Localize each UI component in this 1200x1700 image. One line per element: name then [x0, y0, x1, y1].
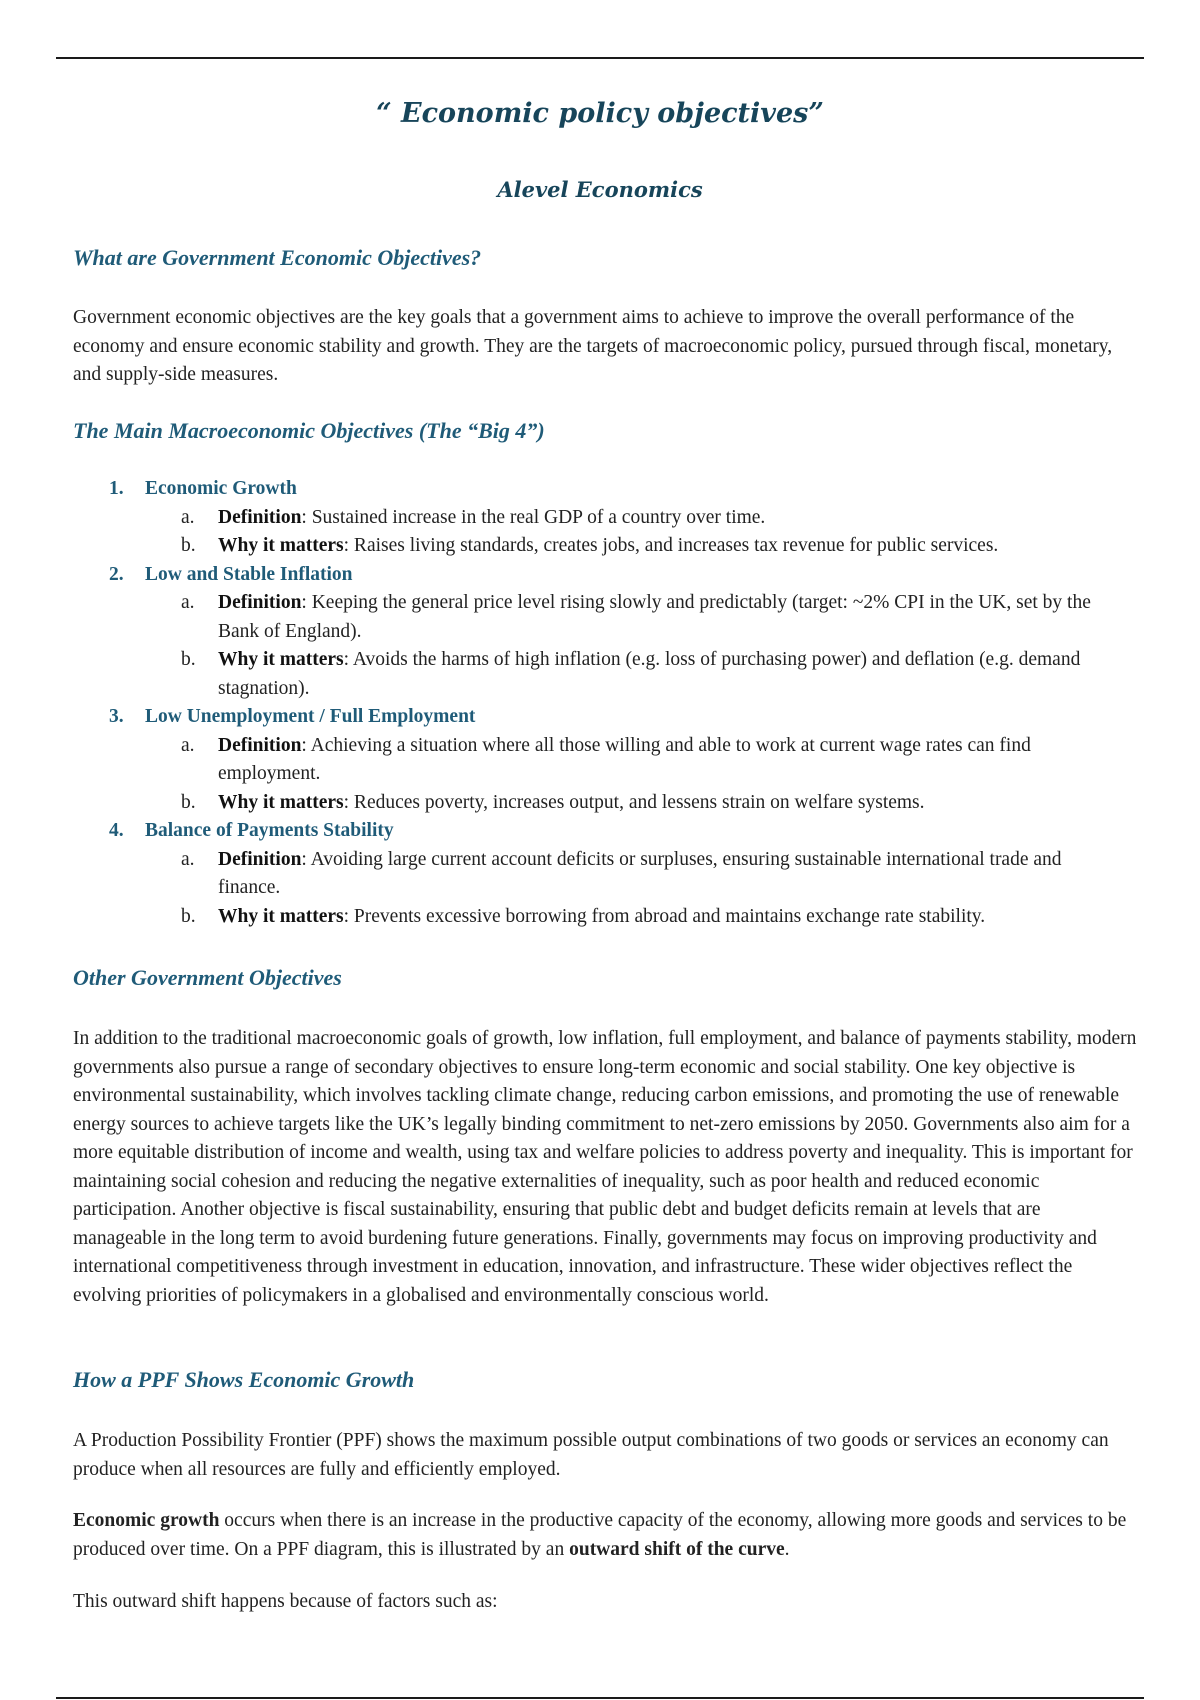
heading-what-are-objectives: What are Government Economic Objectives? [73, 245, 482, 270]
top-rule [56, 57, 1144, 59]
sub-item-definition: a. Definition: Keeping the general price level rising slowly and predictably (target: ~2% CPI in the UK, set by the Bank of England). [181, 592, 1091, 642]
sub-item-definition: a. Definition: Achieving a situation where all those willing and able to work at current wage rates can find employment. [181, 734, 1031, 784]
item-title: Economic Growth [145, 478, 297, 499]
list-item [73, 817, 1153, 931]
heading-other-objectives: Other Government Objectives [73, 965, 342, 990]
list-item [73, 703, 1153, 817]
list-item [73, 561, 1153, 704]
item-title: Low Unemployment / Full Employment [145, 706, 476, 727]
sub-item-why: b. Why it matters: Raises living standards, creates jobs, and increases tax revenue for public services. [181, 535, 999, 556]
item-title: Low and Stable Inflation [145, 563, 353, 585]
ppf-paragraph-1: A Production Possibility Frontier (PPF) shows the maximum possible output combinations of two goods or services an economy can produce when all resources are fully and efficiently employed. [73, 1430, 1109, 1480]
ppf-paragraph-3: This outward shift happens because of factors such as: [73, 1591, 498, 1612]
item-number: 4. [109, 820, 124, 841]
ppf-paragraph-2: Economic growth occurs when there is an increase in the productive capacity of the economy, allowing more goods and services to be produced over time. On a PPF diagram, this is illustrated by an outward shift of the curve. [73, 1510, 1127, 1560]
heading-big-4: The Main Macroeconomic Objectives (The “Big 4”) [73, 418, 545, 443]
sub-item-definition: a. Definition: Avoiding large current account deficits or surpluses, ensuring sustainable international trade and finance. [181, 848, 1062, 898]
other-paragraph: In addition to the traditional macroeconomic goals of growth, low inflation, full employment, and balance of payments stability, modern governments also pursue a range of secondary objectives to ensure long-term economic and social stability. One key objective is environmental sustainability, which involves tackling climate change, reducing carbon emissions, and promoting the use of renewable energy sources to achieve targets like the UK’s legally binding commitment to net-zero emissions by 2050. Governments also aim for a more equitable distribution of income and wealth, using tax and welfare policies to address poverty and inequality. This is important for maintaining social cohesion and reducing the negative externalities of inequality, such as poor health and reduced economic participation. Another objective is fiscal sustainability, ensuring that public debt and budget deficits remain at levels that are manageable in the long term to avoid burdening future generations. Finally, governments may focus on improving productivity and international competitiveness through investment in education, innovation, and infrastructure. These wider objectives reflect the evolving priorities of policymakers in a globalised and environmentally conscious world. [73, 1028, 1137, 1306]
what-paragraph: Government economic objectives are the key goals that a government aims to achieve to improve the overall performance of the economy and ensure economic stability and growth. They are the targets of macroeconomic policy, pursued through fiscal, monetary, and supply-side measures. [73, 307, 1113, 385]
heading-ppf: How a PPF Shows Economic Growth [73, 1367, 415, 1392]
list-item [73, 475, 1153, 561]
sub-item-why: b. Why it matters: Reduces poverty, increases output, and lessens strain on welfare systems. [181, 791, 925, 813]
item-number: 3. [109, 706, 124, 727]
item-number: 2. [109, 563, 124, 585]
item-title: Balance of Payments Stability [145, 820, 394, 841]
sub-item-definition: a. Definition: Sustained increase in the real GDP of a country over time. [181, 506, 766, 528]
big-4-list [73, 475, 1153, 931]
bottom-rule [56, 1697, 1144, 1699]
document-title: “ Economic policy objectives” [376, 98, 824, 129]
item-number: 1. [109, 478, 124, 499]
document-subtitle: Alevel Economics [497, 177, 703, 202]
sub-item-why: b. Why it matters: Prevents excessive borrowing from abroad and maintains exchange rate stability. [181, 905, 986, 927]
sub-item-why: b. Why it matters: Avoids the harms of high inflation (e.g. loss of purchasing power) and deflation (e.g. demand stagnation). [181, 649, 1081, 699]
